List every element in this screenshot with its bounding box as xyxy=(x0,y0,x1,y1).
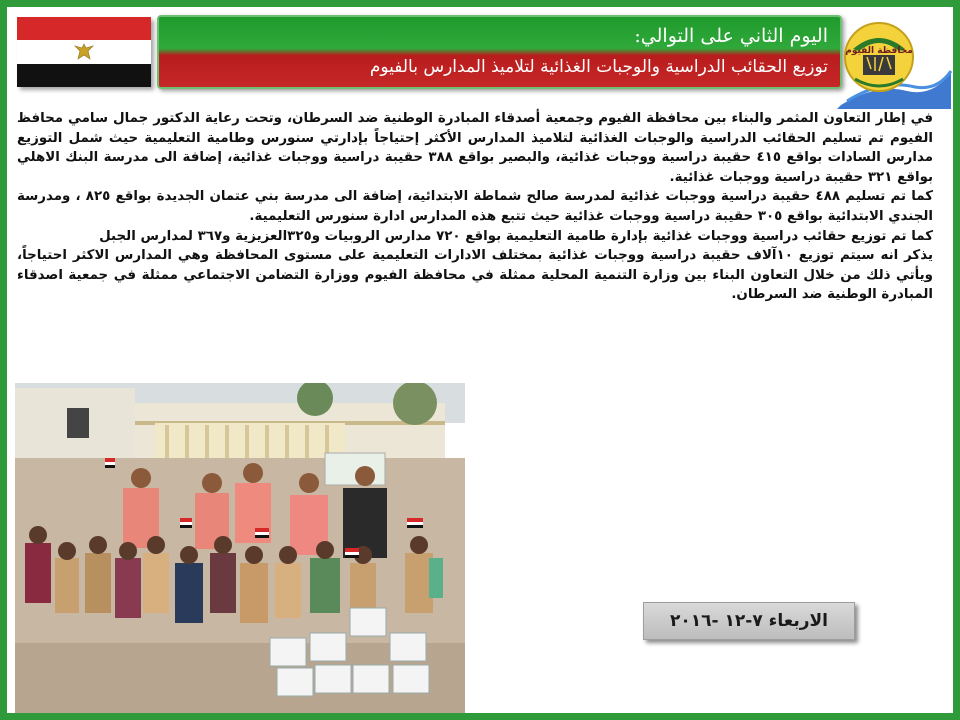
event-photo xyxy=(15,383,465,713)
eagle-emblem-icon xyxy=(73,43,95,61)
title-banner xyxy=(157,15,842,89)
article-body xyxy=(17,109,933,305)
paragraph-2: كما تم تسليم ٤٨٨ حقيبة دراسية ووجبات غذائية لمدرسة صالح شماطة الابتدائية، إضافة الى مدرسة بني عتمان الجديدة بواقع ٨٢٥ ، ومدرسة الجندي الابتدائية بواقع ٣٠٥ حقيبة دراسية ووجبات غذائية حيث تتبع هذه المدارس ادارة سنورس التعليمية. xyxy=(17,189,933,224)
title-line-1: اليوم الثاني على التوالي: xyxy=(634,25,828,47)
paragraph-1: في إطار التعاون المثمر والبناء بين محافظة الفيوم وجمعية أصدقاء المبادرة الوطنية ضد السرطان، وتحت رعاية الدكتور جمال سامي محافظ الفيوم تم تسليم الحقائب الدراسية والوجبات الغذائية لتلاميذ المدارس الأكثر إحتياجاً بإدارتي سنورس وطامية التعليمية حيث شمل التوزيع مدارس السادات بواقع ٤١٥ حقيبة دراسية ووجبات غذائية، والبصير بواقع ٣٨٨ حقيبة دراسية ووجبات غذائية، إضافة الى مدرسة البنك الاهلي بواقع ٣٢١ حقيبة دراسية ووجبات غذائية. xyxy=(17,111,933,185)
logo-label: محافظة الفيوم xyxy=(845,46,913,56)
paragraph-4: يذكر انه سيتم توزيع ١٠آلاف حقيبة دراسية ووجبات غذائية بمختلف الادارات التعليمية على مستوى المحافظة وهي المدارس الاكثر احتياجاً، ويأتي ذلك من خلال التعاون البناء بين وزارة التنمية المحلية ممثلة في محافظة الفيوم ووزارة التضامن الاجتماعي ممثلة في جمعية اصدقاء المبادرة الوطنية ضد السرطان. xyxy=(17,248,933,303)
fayoum-governorate-logo xyxy=(837,13,953,109)
paragraph-3: كما تم توزيع حقائب دراسية ووجبات غذائية بإدارة طامية التعليمية بواقع ٧٢٠ مدارس الروبيات و٣٢٥العزيزية و٣٦٧ لمدارس الجبل xyxy=(99,228,933,244)
egypt-flag-icon xyxy=(17,17,151,87)
date-label: الاربعاء ٧-١٢ -٢٠١٦ xyxy=(643,602,855,640)
title-line-2: توزيع الحقائب الدراسية والوجبات الغذائية لتلاميذ المدارس بالفيوم xyxy=(369,57,828,77)
